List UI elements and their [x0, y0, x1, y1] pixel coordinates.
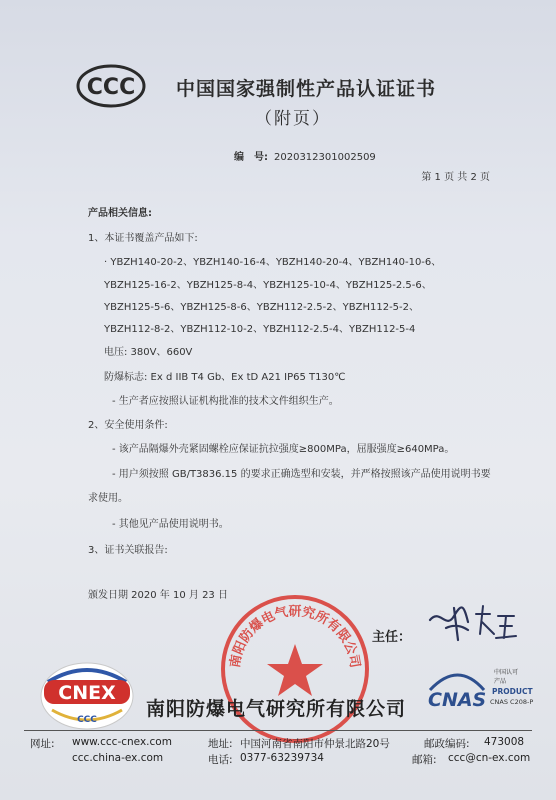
phone: 0377-63239734 [240, 752, 324, 764]
ccc-logo-icon [76, 64, 146, 108]
cnas-cn-text-1: 中国认可 [494, 669, 519, 676]
ccc-logo-text: CCC [86, 75, 136, 100]
certificate-number-label: 编 号: [234, 152, 268, 163]
company-seal-icon [218, 592, 372, 746]
explosion-mark: 防爆标志: Ex d IIB T4 Gb、Ex tD A21 IP65 T130℃ [104, 372, 346, 383]
director-label: 主任： [372, 630, 412, 645]
safety-condition-3: - 其他见产品使用说明书。 [112, 519, 229, 530]
certificate-title: 中国国家强制性产品认证证书 [176, 78, 437, 100]
cnex-logo-icon [38, 660, 136, 732]
cnex-logo-text: CNEX [58, 682, 116, 704]
seal-text: 南阳防爆电气研究所有限公司 [227, 604, 363, 669]
certificate-subtitle: （附页） [255, 109, 331, 129]
issue-date: 颁发日期 2020 年 10 月 23 日 [88, 590, 228, 601]
cnex-sub-text: CCC [77, 715, 97, 725]
website-1: www.ccc-cnex.com [72, 736, 172, 748]
email: ccc@cn-ex.com [448, 752, 531, 764]
item3-title: 3、证书关联报告: [88, 545, 168, 556]
cnas-logo-icon [426, 664, 536, 722]
section-heading: 产品相关信息: [88, 208, 152, 219]
model-line-2: YBZH125-16-2、YBZH125-8-4、YBZH125-10-4、YBZH125-2.5-6、 [104, 280, 432, 291]
certificate-number: 2020312301002509 [274, 152, 376, 163]
footer-divider [24, 730, 532, 731]
production-note: - 生产者应按照认证机构批准的技术文件组织生产。 [112, 396, 339, 407]
website-2: ccc.china-ex.com [72, 752, 164, 764]
footer [0, 728, 556, 800]
postcode: 473008 [484, 736, 525, 748]
item1-title: 1、本证书覆盖产品如下: [88, 233, 198, 244]
safety-condition-2: - 用户须按照 GB/T3836.15 的要求正确选型和安装，并严格按照该产品使用说明书要 [112, 469, 491, 480]
safety-condition-2-cont: 求使用。 [88, 493, 128, 504]
email-label: 邮箱: [412, 754, 437, 766]
item2-title: 2、安全使用条件: [88, 420, 168, 431]
company-name: 南阳防爆电气研究所有限公司 [146, 698, 407, 720]
voltage: 电压: 380V、660V [104, 347, 193, 358]
cnas-cn-text-2: 产品 [494, 678, 507, 685]
cnas-logo-text: CNAS [428, 689, 487, 711]
address: 中国河南省南阳市仲景北路20号 [240, 738, 390, 750]
certificate-number-row [234, 148, 376, 163]
page-info: 第 1 页 共 2 页 [421, 172, 490, 183]
model-line-1: · YBZH140-20-2、YBZH140-16-4、YBZH140-20-4、YBZH140-10-6、 [104, 257, 442, 268]
model-line-4: YBZH112-8-2、YBZH112-10-2、YBZH112-2.5-4、YBZH112-5-4 [104, 324, 416, 335]
phone-label: 电话: [208, 754, 233, 766]
postcode-label: 邮政编码: [424, 738, 470, 750]
safety-condition-1: - 该产品隔爆外壳紧固螺栓应保证抗拉强度≥800MPa，屈服强度≥640MPa。 [112, 444, 455, 455]
address-label: 地址: [208, 738, 233, 750]
model-line-3: YBZH125-5-6、YBZH125-8-6、YBZH112-2.5-2、YBZH112-5-2、 [104, 302, 420, 313]
cnas-product-text: PRODUCT [492, 687, 533, 696]
handwritten-signature-icon [424, 600, 520, 646]
website-label: 网址: [30, 738, 55, 750]
cnas-code-text: CNAS C208-P [490, 698, 534, 706]
